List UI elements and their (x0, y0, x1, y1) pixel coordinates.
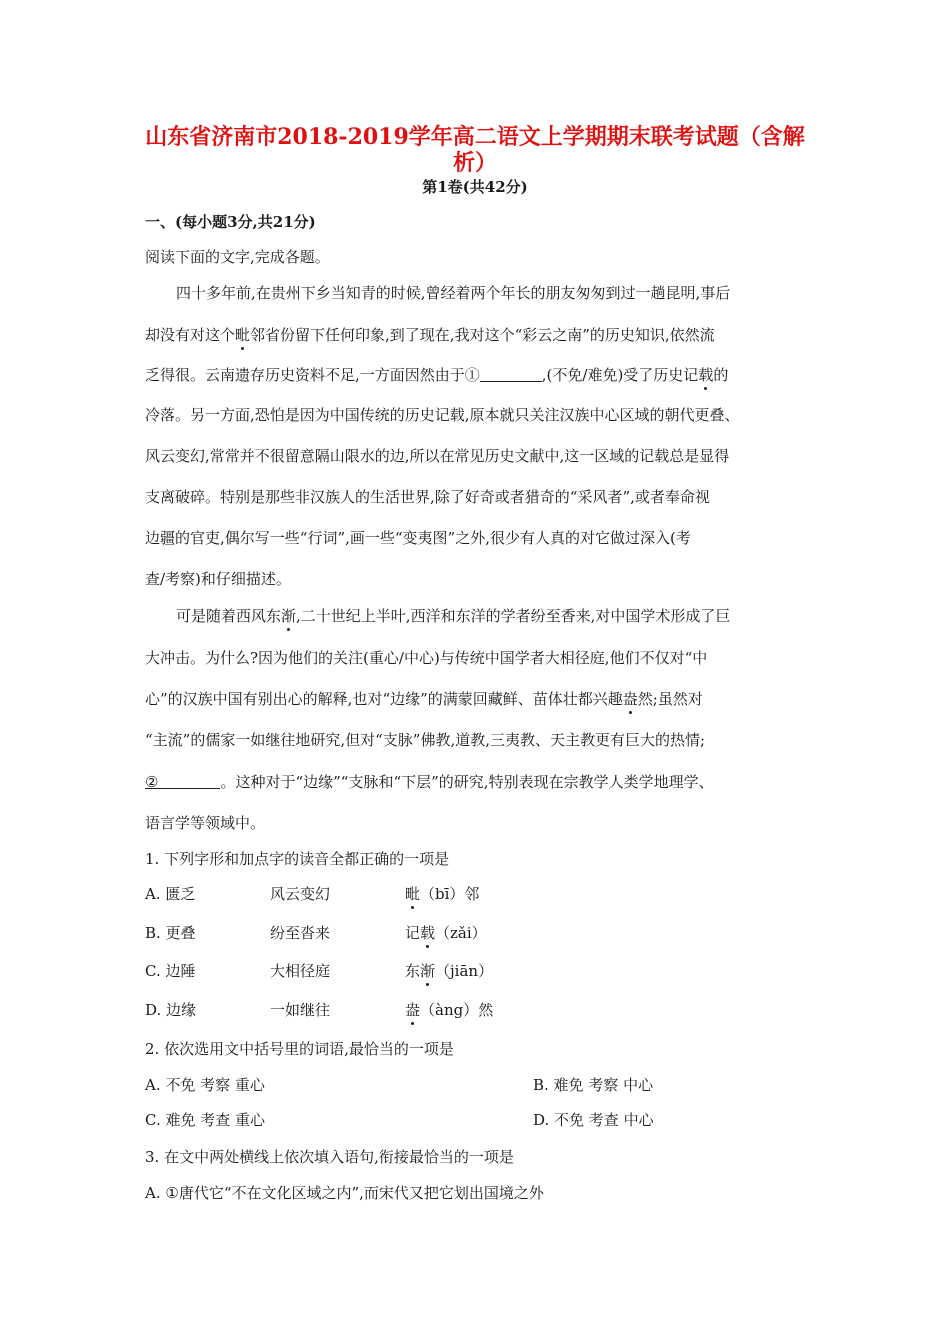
question-1-stem: 1. 下列字形和加点字的读音全都正确的一项是 (145, 850, 450, 868)
passage-text: ,二十世纪上半叶,西洋和东洋的学者纷至香来,对中国学术形成了巨 (296, 607, 731, 625)
passage-line (145, 772, 714, 792)
passage-text: 乏得很。云南遗存历史资料不足,一方面因然由于① (145, 366, 480, 384)
dotted-character: 毗 (405, 885, 421, 903)
passage-text: 心”的汉族中国有别出心的解释,也对“边缘”的满蒙回藏鲜、苗体壮都兴趣 (145, 690, 623, 708)
passage-text: 可是随着西风东 (176, 607, 282, 625)
dotted-character: 渐 (281, 607, 297, 625)
q3-option-a: A. ①唐代它“不在文化区域之内”,而宋代又把它划出国境之外 (145, 1184, 544, 1202)
q2-option-a: A. 不免 考察 重心 (145, 1076, 265, 1094)
q1-option-a-label: A. 匮乏 (145, 885, 196, 903)
q1-option-b-word: 纷至沓来 (270, 924, 331, 942)
reading-instruction: 阅读下面的文字,完成各题。 (145, 248, 330, 266)
q1-option-c-word: 大相径庭 (270, 962, 331, 980)
passage-line: 边疆的官吏,偶尔写一些“行词”,画一些“变夷图”之外,很少有人真的对它做过深入(考 (145, 529, 691, 547)
q1-option-d-word: 一如继往 (270, 1001, 331, 1019)
pinyin-text: （zǎi） (435, 924, 487, 942)
q2-option-c: C. 难免 考查 重心 (145, 1111, 266, 1129)
pinyin-text: （bī）邻 (420, 885, 480, 903)
dotted-character: 盎 (405, 1001, 421, 1019)
q1-option-d-reading (405, 1000, 493, 1020)
document-title-line-2: 析） (452, 150, 497, 176)
plain-character: 记 (405, 924, 421, 942)
dotted-character: 载 (420, 924, 436, 942)
dotted-character: 毗 (235, 326, 251, 344)
q1-option-a-reading (405, 884, 479, 904)
dotted-character: 渐 (420, 962, 436, 980)
fill-blank-1 (480, 367, 542, 382)
passage-text: 邻省份留下任何印象,到了现在,我对这个“彩云之南”的历史知识,依然流 (250, 326, 715, 344)
question-2-stem: 2. 依次选用文中括号里的词语,最恰当的一项是 (145, 1040, 454, 1058)
passage-line: 风云变幻,常常并不很留意隔山限水的边,所以在常见历史文献中,这一区域的记载总是显得 (145, 447, 730, 465)
question-3-stem: 3. 在文中两处横线上依次填入语句,衔接最恰当的一项是 (145, 1148, 514, 1166)
pinyin-text: （jiān） (435, 962, 494, 980)
q1-option-a-word: 风云变幻 (270, 885, 331, 903)
passage-line: 四十多年前,在贵州下乡当知青的时候,曾经着两个年长的朋友匆匆到过一趟昆明,事后 (176, 284, 731, 302)
passage-line: “主流”的儒家一如继往地研究,但对“支脉”佛教,道教,三夷教、天主教更有巨大的热情; (145, 731, 706, 749)
passage-line: 冷落。另一方面,恐怕是因为中国传统的历史记载,原本就只关注汉族中心区域的朝代更叠、 (145, 406, 740, 424)
passage-line (145, 689, 703, 709)
passage-line (176, 606, 730, 626)
passage-line: 大冲击。为什么?因为他们的关注(重心/中心)与传统中国学者大相径庭,他们不仅对“中 (145, 649, 708, 667)
plain-character: 东 (405, 962, 421, 980)
passage-line: 语言学等领域中。 (145, 814, 266, 832)
passage-text: 的 (713, 366, 729, 384)
q1-option-b-label: B. 更叠 (145, 924, 196, 942)
passage-line: 查/考察)和仔细描述。 (145, 570, 291, 588)
fill-blank-2 (158, 774, 220, 789)
volume-subtitle: 第1卷(共42分) (422, 178, 528, 196)
blank-marker-2: ② (145, 773, 159, 791)
q1-option-d-label: D. 边缘 (145, 1001, 197, 1019)
passage-line: 支离破碎。特别是那些非汉族人的生活世界,除了好奇或者猎奇的“采风者”,或者奉命视 (145, 488, 710, 506)
dotted-character: 盎 (622, 690, 638, 708)
passage-text: 却没有对这个 (145, 326, 236, 344)
passage-text: 。这种对于“边缘”“支脉和“下层”的研究,特别表现在宗教学人类学地理学、 (220, 773, 714, 791)
section-heading: 一、(每小题3分,共21分) (145, 213, 316, 231)
document-title-line-1: 山东省济南市2018-2019学年高二语文上学期期末联考试题（含解 (145, 124, 805, 150)
passage-text: 然;虽然对 (637, 690, 703, 708)
dotted-character: 载 (698, 366, 714, 384)
q2-option-d: D. 不免 考查 中心 (533, 1111, 654, 1129)
q2-option-b: B. 难免 考察 中心 (533, 1076, 654, 1094)
q1-option-c-label: C. 边陲 (145, 962, 196, 980)
passage-line (145, 365, 728, 385)
passage-text: ,(不免/难免)受了历史记 (541, 366, 699, 384)
passage-line (145, 325, 715, 345)
pinyin-text: （àng）然 (420, 1001, 494, 1019)
q1-option-c-reading (405, 961, 493, 981)
q1-option-b-reading (405, 923, 487, 943)
